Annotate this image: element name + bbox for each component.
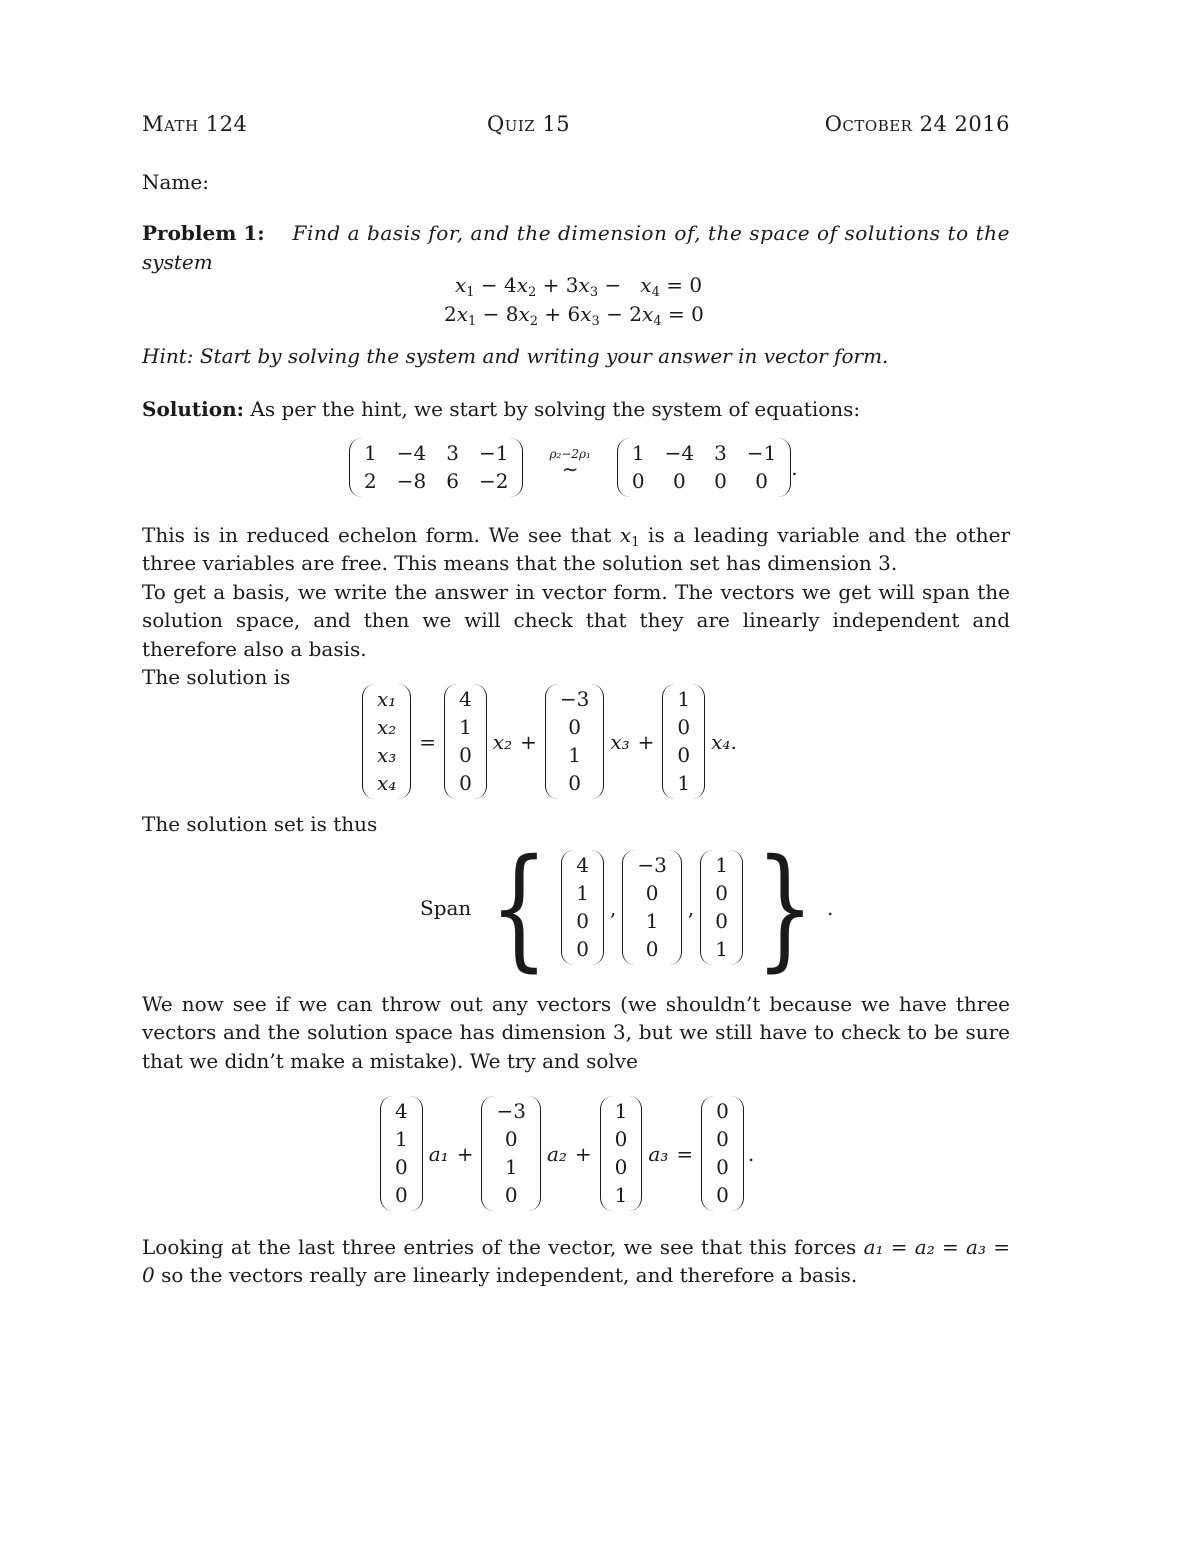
equation-2: $2x_1 - 8x_2 + 6x_3 - 2x_4 = 0$: [444, 302, 704, 329]
solution-label: Solution:: [142, 397, 245, 421]
hint-text: Hint: Start by solving the system and writing your answer in vector form.: [142, 344, 889, 368]
problem-text-2: system: [142, 250, 213, 274]
span-vector-3: 1 0 0 1: [700, 850, 743, 965]
solution-is-label: The solution is: [142, 665, 291, 689]
course-label: Math 124: [142, 112, 248, 136]
combo-vector-1: 4 1 0 0: [380, 1096, 423, 1211]
solution-set-label: The solution set is thus: [142, 812, 378, 836]
row-reduction: 1 −4 3 −1 2 −8 6 −2 ρ₂−2ρ₁ ∼ 1 −4 3 −1 0 0 0 0 .: [349, 438, 798, 497]
vector-v3: 1 0 0 1: [662, 684, 705, 799]
span-vector-2: −3 0 1 0: [622, 850, 681, 965]
conclusion-paragraph: Looking at the last three entries of the vector, we see that this forces a₁ = a₂ = a₃ = 0 so the vectors really are linearly independent, and therefore a basis.: [142, 1235, 1010, 1288]
solution-intro-text: As per the hint, we start by solving the system of equations:: [250, 397, 861, 421]
row-operation: ρ₂−2ρ₁ ∼: [549, 446, 591, 481]
equation-1: $x_1 - 4x_2 + 3x_3 - x_4 = 0$: [455, 273, 703, 300]
vector-x: x₁ x₂ x₃ x₄: [362, 684, 411, 799]
problem-line-1: [142, 219, 1010, 247]
matrix-original: 1 −4 3 −1 2 −8 6 −2: [349, 438, 523, 497]
vector-v2: −3 0 1 0: [545, 684, 604, 799]
combo-vector-2: −3 0 1 0: [481, 1096, 540, 1211]
echelon-paragraph: This is in reduced echelon form. We see that $x_1$ is a leading variable and the other three variables are free. This means that the solution set has dimension 3.: [142, 523, 1011, 576]
independence-paragraph: We now see if we can throw out any vectors (we shouldn’t because we have three vectors and the solution space has dimension 3, but we still have to check to be sure that we didn’t make a mistake). We try and solve: [142, 992, 1010, 1073]
basis-paragraph: To get a basis, we write the answer in vector form. The vectors we get will span the solution space, and then we will check that they are linearly independent and therefore also a basis.: [142, 580, 1010, 661]
span-label: Span: [420, 895, 472, 920]
right-brace: }: [755, 830, 815, 985]
linear-combination-equation: 4 1 0 0 a₁ + −3 0 1 0 a₂ + 1 0 0 1 a₃ = 0 0 0 0 .: [380, 1096, 754, 1211]
span-set: Span { 4 1 0 0 , −3 0 1 0 , 1 0 0 1 } .: [420, 830, 834, 985]
left-brace: {: [489, 830, 549, 985]
date-label: October 24 2016: [824, 112, 1010, 136]
vector-v1: 4 1 0 0: [444, 684, 487, 799]
matrix-reduced: 1 −4 3 −1 0 0 0 0: [617, 438, 791, 497]
span-vector-1: 4 1 0 0: [561, 850, 604, 965]
problem-label: Problem 1:: [142, 221, 265, 245]
problem-text-1: Find a basis for, and the dimension of, the space of solutions to the: [292, 221, 1010, 245]
zero-vector: 0 0 0 0: [701, 1096, 744, 1211]
combo-vector-3: 1 0 0 1: [600, 1096, 643, 1211]
name-label: Name:: [142, 170, 209, 194]
solution-intro: [142, 395, 860, 423]
vector-form-equation: x₁ x₂ x₃ x₄ = 4 1 0 0 x₂ + −3 0 1 0 x₃ + 1 0 0 1 x₄ .: [362, 684, 737, 799]
quiz-label: Quiz 15: [487, 112, 571, 136]
